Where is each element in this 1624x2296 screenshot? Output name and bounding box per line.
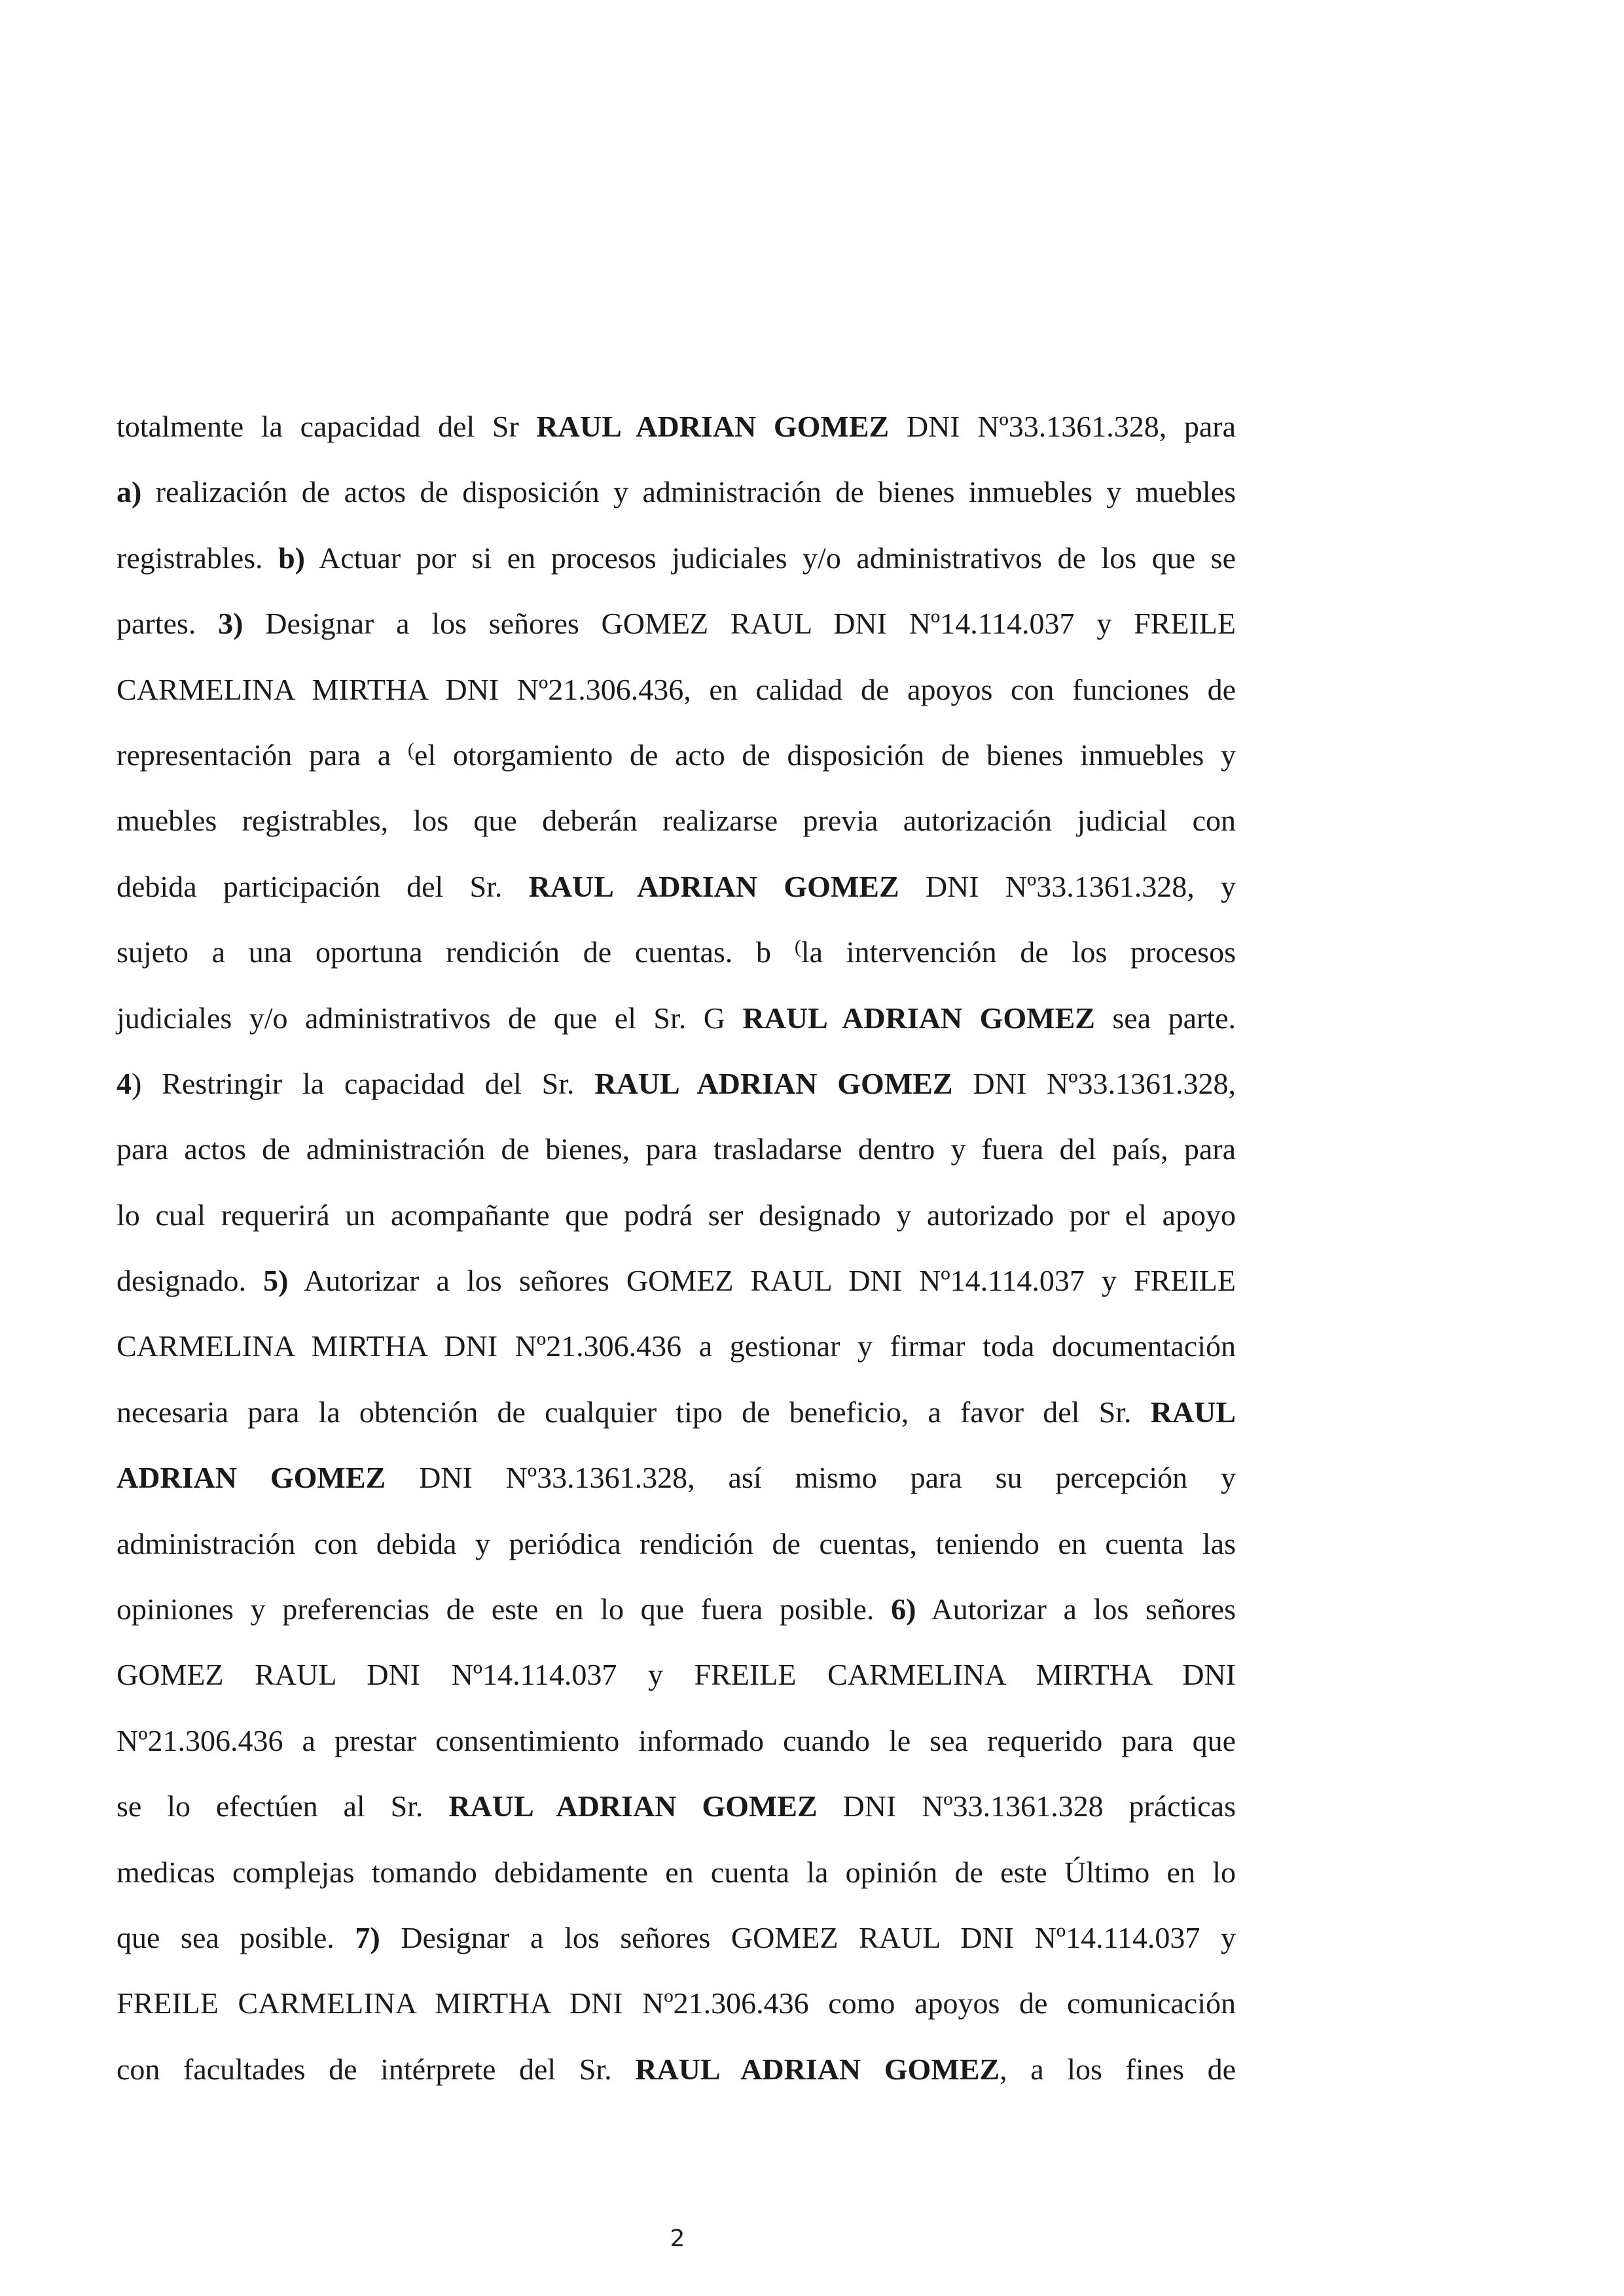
text-line: [117, 854, 1236, 920]
text-line: [117, 1708, 1236, 1774]
text-line: [117, 1183, 1236, 1248]
bold-text-span: RAUL ADRIAN GOMEZ: [594, 1066, 953, 1100]
text-span: DNI Nº33.1361.328, y: [899, 869, 1236, 903]
text-span: Autorizar a los señores GOMEZ RAUL DNI Nº14.114.037 y FREILE: [288, 1264, 1236, 1298]
text-span: CARMELINA MIRTHA DNI Nº21.306.436, en calidad de apoyos con funciones de: [117, 672, 1236, 706]
text-span: el otorgamiento de acto de disposición de bienes inmuebles y: [414, 738, 1236, 772]
bold-text-span: RAUL ADRIAN GOMEZ: [528, 869, 899, 903]
text-line: [117, 1511, 1236, 1577]
text-span: judiciales y/o administrativos de que el Sr. G: [117, 1001, 743, 1035]
body-text: [117, 394, 1236, 2102]
bold-text-span: RAUL: [1150, 1395, 1236, 1429]
text-span: medicas complejas tomando debidamente en cuenta la opinión de este Último en lo: [117, 1855, 1236, 1889]
text-span: designado.: [117, 1264, 264, 1298]
text-span: Designar a los señores GOMEZ RAUL DNI Nº14.114.037 y: [380, 1920, 1236, 1954]
text-line: [117, 1248, 1236, 1314]
text-line: [117, 1577, 1236, 1642]
text-span: debida participación del Sr.: [117, 869, 529, 903]
text-span: necesaria para la obtención de cualquier tipo de beneficio, a favor del Sr.: [117, 1395, 1151, 1429]
text-line: [117, 1445, 1236, 1511]
text-line: [117, 1642, 1236, 1708]
text-line: [117, 1971, 1236, 2036]
text-span: sujeto a una oportuna rendición de cuentas. b: [117, 935, 795, 969]
text-span: DNI Nº33.1361.328 prácticas: [817, 1789, 1236, 1823]
text-line: [117, 986, 1236, 1051]
bold-text-span: RAUL ADRIAN GOMEZ: [742, 1001, 1095, 1035]
text-line: [117, 394, 1236, 459]
text-span: , a los fines de: [1000, 2052, 1236, 2086]
bold-text-span: RAUL ADRIAN GOMEZ: [635, 2052, 1000, 2086]
text-line: [117, 591, 1236, 656]
text-span: DNI Nº33.1361.328, para: [889, 410, 1236, 443]
text-span: representación para a: [117, 738, 408, 772]
text-span: muebles registrables, los que deberán realizarse previa autorización judicial con: [117, 804, 1236, 838]
bold-text-span: 4: [117, 1066, 132, 1100]
bold-text-span: RAUL ADRIAN GOMEZ: [448, 1789, 818, 1823]
text-span: registrables.: [117, 541, 279, 575]
text-span: Autorizar a los señores: [916, 1592, 1236, 1626]
text-line: [117, 1905, 1236, 1971]
text-line: [117, 1840, 1236, 1905]
text-span: DNI Nº33.1361.328,: [952, 1066, 1236, 1100]
text-span: se lo efectúen al Sr.: [117, 1789, 449, 1823]
text-line: [117, 526, 1236, 591]
text-line: [117, 2037, 1236, 2102]
superscript-mark: (: [794, 936, 801, 958]
text-span: FREILE CARMELINA MIRTHA DNI Nº21.306.436 como apoyos de comunicación: [117, 1986, 1236, 2020]
text-line: [117, 788, 1236, 853]
text-span: DNI Nº33.1361.328, así mismo para su percepción y: [386, 1461, 1236, 1495]
text-span: Actuar por si en procesos judiciales y/o administrativos de los que se: [304, 541, 1236, 575]
text-span: administración con debida y periódica rendición de cuentas, teniendo en cuenta las: [117, 1526, 1236, 1560]
bold-text-span: a): [117, 475, 142, 509]
text-span: opiniones y preferencias de este en lo que fuera posible.: [117, 1592, 892, 1626]
text-span: GOMEZ RAUL DNI Nº14.114.037 y FREILE CARMELINA MIRTHA DNI: [117, 1658, 1236, 1692]
text-line: [117, 1051, 1236, 1117]
text-span: partes.: [117, 607, 219, 641]
text-span: para actos de administración de bienes, para trasladarse dentro y fuera del país, para: [117, 1132, 1236, 1166]
text-span: Nº21.306.436 a prestar consentimiento informado cuando le sea requerido para que: [117, 1723, 1236, 1757]
text-line: [117, 1774, 1236, 1839]
text-span: con facultades de intérprete del Sr.: [117, 2052, 636, 2086]
superscript-mark: (: [407, 738, 414, 761]
text-span: lo cual requerirá un acompañante que podrá ser designado y autorizado por el apoyo: [117, 1198, 1236, 1232]
text-span: sea parte.: [1094, 1001, 1236, 1035]
bold-text-span: 3): [218, 607, 244, 641]
text-line: [117, 723, 1236, 788]
text-span: totalmente la capacidad del Sr: [117, 410, 537, 443]
text-line: [117, 657, 1236, 723]
text-span: la intervención de los procesos: [801, 935, 1236, 969]
bold-text-span: 6): [891, 1592, 916, 1626]
text-span: ) Restringir la capacidad del Sr.: [132, 1066, 595, 1100]
text-line: [117, 1380, 1236, 1445]
text-line: [117, 459, 1236, 525]
text-span: realización de actos de disposición y administración de bienes inmuebles y muebles: [141, 475, 1236, 509]
bold-text-span: RAUL ADRIAN GOMEZ: [536, 410, 890, 443]
bold-text-span: 7): [355, 1920, 380, 1954]
text-line: [117, 920, 1236, 985]
text-line: [117, 1314, 1236, 1379]
text-line: [117, 1117, 1236, 1182]
text-span: que sea posible.: [117, 1920, 355, 1954]
bold-text-span: 5): [263, 1264, 289, 1298]
text-span: CARMELINA MIRTHA DNI Nº21.306.436 a gestionar y firmar toda documentación: [117, 1329, 1236, 1363]
bold-text-span: b): [278, 541, 305, 575]
text-span: Designar a los señores GOMEZ RAUL DNI Nº14.114.037 y FREILE: [243, 607, 1236, 641]
page-number: 2: [670, 2225, 685, 2252]
bold-text-span: ADRIAN GOMEZ: [117, 1461, 386, 1495]
